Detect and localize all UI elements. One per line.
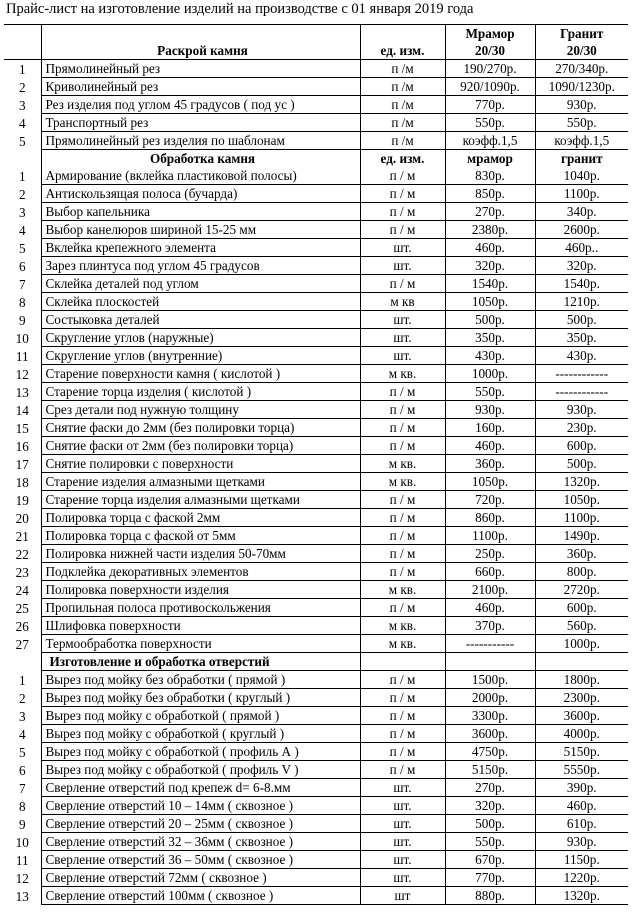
marble-price: 500р. [445, 815, 535, 833]
row-number: 24 [15, 582, 29, 598]
granite-price: 1100р. [535, 509, 628, 527]
marble-price: 350р. [445, 329, 535, 347]
row-number: 27 [15, 636, 29, 652]
unit-cell: п /м [360, 132, 445, 150]
row-number: 9 [18, 312, 26, 328]
unit-cell: шт. [360, 779, 445, 797]
marble-column-header: Мрамор 20/30 [445, 25, 535, 60]
table-row [4, 167, 628, 185]
unit-cell: п / м [360, 221, 445, 239]
table-row [4, 491, 628, 509]
table-row [4, 221, 628, 239]
item-name: Склейка плоскостей [41, 293, 360, 311]
item-name: Скругление углов (наружные) [41, 329, 360, 347]
unit-cell: шт. [360, 851, 445, 869]
unit-cell: п / м [360, 599, 445, 617]
unit-cell: п / м [360, 689, 445, 707]
item-name: Антискользящая полоса (бучарда) [41, 185, 360, 203]
table-row [4, 581, 628, 599]
granite-price: 3600р. [535, 707, 628, 725]
table-row [4, 239, 628, 257]
row-number: 3 [18, 708, 26, 724]
row-number: 8 [18, 294, 26, 310]
table-row [4, 887, 628, 905]
unit-cell: м кв. [360, 581, 445, 599]
item-name: Снятие полировки с поверхности [41, 455, 360, 473]
item-name: Выбор капельника [41, 203, 360, 221]
item-name: Состыковка деталей [41, 311, 360, 329]
unit-cell: п / м [360, 275, 445, 293]
row-number: 12 [15, 366, 29, 382]
row-number: 7 [18, 780, 26, 796]
row-number: 19 [15, 492, 29, 508]
table-row [4, 635, 628, 653]
item-name: Термообработка поверхности [41, 635, 360, 653]
unit-cell: п / м [360, 203, 445, 221]
unit-cell: шт. [360, 797, 445, 815]
unit-cell: п / м [360, 563, 445, 581]
row-number: 5 [18, 744, 26, 760]
table-row [4, 869, 628, 887]
granite-price: 1050р. [535, 491, 628, 509]
item-name: Полировка торца с фаской от 5мм [41, 527, 360, 545]
row-number: 3 [18, 204, 26, 220]
row-number: 2 [18, 79, 26, 95]
item-name: Вырез под мойку без обработки ( круглый ) [41, 689, 360, 707]
marble-price: 460р. [445, 599, 535, 617]
unit-cell: п / м [360, 743, 445, 761]
row-number: 21 [15, 528, 29, 544]
table-row [4, 833, 628, 851]
table-row [4, 527, 628, 545]
item-name: Прямолинейный рез [41, 60, 360, 78]
granite-price: 460р.. [535, 239, 628, 257]
item-name: Полировка нижней части изделия 50-70мм [41, 545, 360, 563]
row-number: 2 [18, 186, 26, 202]
granite-price: 1320р. [535, 887, 628, 905]
granite-price: 1000р. [535, 635, 628, 653]
granite-price: 800р. [535, 563, 628, 581]
marble-price: 360р. [445, 455, 535, 473]
row-number: 5 [18, 240, 26, 256]
table-row [4, 132, 628, 150]
unit-cell: п / м [360, 437, 445, 455]
row-number: 26 [15, 618, 29, 634]
granite-price: 4000р. [535, 725, 628, 743]
item-name: Срез детали под нужную толщину [41, 401, 360, 419]
unit-cell: шт. [360, 257, 445, 275]
table-row [4, 293, 628, 311]
marble-price: 460р. [445, 239, 535, 257]
unit-column-header [360, 653, 445, 671]
marble-price: 2100р. [445, 581, 535, 599]
marble-price: 270р. [445, 203, 535, 221]
item-name: Снятие фаски до 2мм (без полировки торца) [41, 419, 360, 437]
marble-price: 770р. [445, 869, 535, 887]
granite-price: 2300р. [535, 689, 628, 707]
granite-price: ------------ [535, 383, 628, 401]
unit-cell: п / м [360, 185, 445, 203]
section-header-row [4, 653, 628, 671]
table-row [4, 311, 628, 329]
unit-cell: шт. [360, 833, 445, 851]
marble-price: 250р. [445, 545, 535, 563]
unit-cell: м кв [360, 293, 445, 311]
item-name: Прямолинейный рез изделия по шаблонам [41, 132, 360, 150]
row-number: 1 [4, 60, 41, 78]
table-row [4, 797, 628, 815]
unit-cell: п / м [360, 725, 445, 743]
table-row [4, 725, 628, 743]
item-name: Сверление отверстий 36 – 50мм ( сквозное ) [41, 851, 360, 869]
table-row [4, 347, 628, 365]
row-number: 18 [15, 474, 29, 490]
table-row [4, 545, 628, 563]
row-number: 1 [18, 672, 26, 688]
row-number: 5 [18, 133, 26, 149]
unit-cell: п /м [360, 96, 445, 114]
marble-price: 930р. [445, 401, 535, 419]
marble-price: 320р. [445, 797, 535, 815]
row-number: 17 [15, 456, 29, 472]
table-row [4, 203, 628, 221]
granite-price: коэфф.1,5 [535, 132, 628, 150]
table-row [4, 707, 628, 725]
unit-cell: шт. [360, 869, 445, 887]
marble-price: ----------- [445, 635, 535, 653]
granite-price: 270/340р. [535, 60, 628, 78]
table-row [4, 275, 628, 293]
unit-cell: п / м [360, 527, 445, 545]
granite-price: 2720р. [535, 581, 628, 599]
row-number: 11 [15, 348, 29, 364]
granite-price: 930р. [535, 833, 628, 851]
marble-price: 4750р. [445, 743, 535, 761]
item-name: Полировка поверхности изделия [41, 581, 360, 599]
table-row [4, 96, 628, 114]
marble-price: 720р. [445, 491, 535, 509]
item-name: Криволинейный рез [41, 78, 360, 96]
granite-price: 390р. [535, 779, 628, 797]
row-number: 16 [15, 438, 29, 454]
unit-cell: м кв. [360, 617, 445, 635]
item-name: Старение торца изделия ( кислотой ) [41, 383, 360, 401]
table-row [4, 761, 628, 779]
item-name: Сверление отверстий 72мм ( сквозное ) [41, 869, 360, 887]
marble-price: 1000р. [445, 365, 535, 383]
marble-price: 160р. [445, 419, 535, 437]
granite-price: 1210р. [535, 293, 628, 311]
granite-price: 1150р. [535, 851, 628, 869]
table-row [4, 689, 628, 707]
granite-price: 5550р. [535, 761, 628, 779]
marble-price: 830р. [445, 167, 535, 185]
marble-price: 1050р. [445, 293, 535, 311]
unit-cell: шт. [360, 239, 445, 257]
marble-price: 660р. [445, 563, 535, 581]
marble-price: 5150р. [445, 761, 535, 779]
unit-cell: м кв. [360, 455, 445, 473]
item-name: Скругление углов (внутренние) [41, 347, 360, 365]
granite-column-header: Гранит 20/30 [535, 25, 628, 60]
row-number: 14 [15, 402, 29, 418]
table-row [4, 563, 628, 581]
marble-price: 320р. [445, 257, 535, 275]
item-name: Зарез плинтуса под углом 45 градусов [41, 257, 360, 275]
table-row [4, 671, 628, 689]
table-row [4, 455, 628, 473]
table-row [4, 78, 628, 96]
row-number: 12 [15, 870, 29, 886]
marble-column-header [445, 653, 535, 671]
section-title: Раскрой камня [41, 25, 360, 60]
granite-price: 460р. [535, 797, 628, 815]
granite-price: 560р. [535, 617, 628, 635]
granite-price: 1540р. [535, 275, 628, 293]
row-number: 22 [15, 546, 29, 562]
granite-price: 360р. [535, 545, 628, 563]
granite-price: 610р. [535, 815, 628, 833]
table-row [4, 383, 628, 401]
marble-price: 1540р. [445, 275, 535, 293]
table-row [4, 743, 628, 761]
marble-price: 190/270р. [445, 60, 535, 78]
row-number: 25 [15, 600, 29, 616]
granite-price: 1100р. [535, 185, 628, 203]
table-row [4, 419, 628, 437]
unit-cell: м кв. [360, 473, 445, 491]
granite-price: 600р. [535, 437, 628, 455]
unit-cell: шт. [360, 329, 445, 347]
marble-price: 920/1090р. [445, 78, 535, 96]
item-name: Сверление отверстий 100мм ( сквозное ) [41, 887, 360, 905]
marble-price: 1500р. [445, 671, 535, 689]
unit-cell: п /м [360, 60, 445, 78]
row-number: 4 [18, 726, 26, 742]
unit-cell: п / м [360, 419, 445, 437]
unit-cell: п / м [360, 167, 445, 185]
marble-price: 370р. [445, 617, 535, 635]
granite-price: 1320р. [535, 473, 628, 491]
marble-price: 430р. [445, 347, 535, 365]
table-header-row [4, 25, 628, 60]
table-row [4, 401, 628, 419]
item-name: Склейка деталей под углом [41, 275, 360, 293]
table-row [4, 779, 628, 797]
unit-column-header: ед. изм. [360, 150, 445, 168]
marble-price: 770р. [445, 96, 535, 114]
granite-price: 1490р. [535, 527, 628, 545]
unit-cell: п / м [360, 761, 445, 779]
granite-price: 320р. [535, 257, 628, 275]
row-number: 10 [15, 330, 29, 346]
item-name: Сверление отверстий 32 – 36мм ( сквозное ) [41, 833, 360, 851]
item-name: Вырез под мойку с обработкой ( круглый ) [41, 725, 360, 743]
unit-cell: м кв. [360, 365, 445, 383]
unit-cell: п /м [360, 78, 445, 96]
marble-price: 670р. [445, 851, 535, 869]
granite-price: 230р. [535, 419, 628, 437]
table-row [4, 60, 628, 78]
item-name: Вырез под мойку с обработкой ( прямой ) [41, 707, 360, 725]
unit-cell: п /м [360, 114, 445, 132]
table-row [4, 617, 628, 635]
page-title: Прайс-лист на изготовление изделий на производстве с 01 января 2019 года [6, 1, 474, 17]
row-number: 4 [18, 222, 26, 238]
row-number: 1 [18, 168, 26, 184]
granite-column-header: гранит [560, 151, 603, 166]
item-name: Сверление отверстий 10 – 14мм ( сквозное ) [41, 797, 360, 815]
item-name: Выбор канелюров шириной 15-25 мм [41, 221, 360, 239]
row-number: 6 [18, 258, 26, 274]
marble-price: 850р. [445, 185, 535, 203]
marble-price: 270р. [445, 779, 535, 797]
row-number: 15 [15, 420, 29, 436]
section-title: Изготовление и обработка отверстий [41, 653, 360, 671]
item-name: Пропильная полоса противоскольжения [41, 599, 360, 617]
unit-cell: п / м [360, 707, 445, 725]
table-row [4, 437, 628, 455]
item-name: Сверление отверстий 20 – 25мм ( сквозное ) [41, 815, 360, 833]
granite-price: 1220р. [535, 869, 628, 887]
marble-price: 3300р. [445, 707, 535, 725]
row-number: 13 [15, 888, 29, 904]
marble-price: 3600р. [445, 725, 535, 743]
marble-price: 1050р. [445, 473, 535, 491]
item-name: Старение изделия алмазными щетками [41, 473, 360, 491]
table-row [4, 365, 628, 383]
marble-price: 550р. [445, 114, 535, 132]
granite-price: 1090/1230р. [535, 78, 628, 96]
row-number: 2 [18, 690, 26, 706]
marble-price: 2380р. [445, 221, 535, 239]
unit-cell: шт. [360, 347, 445, 365]
item-name: Шлифовка поверхности [41, 617, 360, 635]
marble-column-header: мрамор [445, 150, 535, 168]
row-number: 9 [18, 816, 26, 832]
item-name: Старение поверхности камня ( кислотой ) [41, 365, 360, 383]
granite-price: 430р. [535, 347, 628, 365]
granite-price: ------------ [535, 365, 628, 383]
marble-price: 460р. [445, 437, 535, 455]
granite-price: 930р. [535, 96, 628, 114]
table-row [4, 185, 628, 203]
granite-price: 550р. [535, 114, 628, 132]
item-name: Вырез под мойку без обработки ( прямой ) [41, 671, 360, 689]
row-number: 8 [18, 798, 26, 814]
row-number: 3 [18, 97, 26, 113]
granite-price: 600р. [535, 599, 628, 617]
marble-price: коэфф.1,5 [445, 132, 535, 150]
granite-price: 2600р. [535, 221, 628, 239]
row-number: 13 [15, 384, 29, 400]
table-row [4, 114, 628, 132]
price-table [4, 24, 628, 905]
item-name: Сверление отверстий под крепеж d= 6-8.мм [41, 779, 360, 797]
section-header-row [4, 150, 628, 168]
item-name: Снятие фаски от 2мм (без полировки торца) [41, 437, 360, 455]
row-number: 20 [15, 510, 29, 526]
marble-price: 550р. [445, 833, 535, 851]
unit-cell: п / м [360, 509, 445, 527]
row-number: 6 [18, 762, 26, 778]
item-name: Рез изделия под углом 45 градусов ( под ус ) [41, 96, 360, 114]
row-number: 10 [15, 834, 29, 850]
table-row [4, 509, 628, 527]
unit-cell: м кв. [360, 635, 445, 653]
item-name: Вырез под мойку с обработкой ( профиль V ) [41, 761, 360, 779]
granite-price: 5150р. [535, 743, 628, 761]
unit-cell: шт. [360, 311, 445, 329]
marble-price: 2000р. [445, 689, 535, 707]
unit-cell: шт [360, 887, 445, 905]
marble-price: 880р. [445, 887, 535, 905]
table-row [4, 257, 628, 275]
marble-price: 1100р. [445, 527, 535, 545]
item-name: Старение торца изделия алмазными щетками [41, 491, 360, 509]
marble-price: 860р. [445, 509, 535, 527]
item-name: Транспортный рез [41, 114, 360, 132]
item-name: Вырез под мойку с обработкой ( профиль А ) [41, 743, 360, 761]
granite-price: 340р. [535, 203, 628, 221]
row-number: 7 [18, 276, 26, 292]
section-title: Обработка камня [41, 150, 360, 168]
granite-price: 500р. [535, 455, 628, 473]
granite-price: 500р. [535, 311, 628, 329]
marble-price: 500р. [445, 311, 535, 329]
row-number: 4 [18, 115, 26, 131]
table-row [4, 851, 628, 869]
granite-price: 350р. [535, 329, 628, 347]
granite-price: 1800р. [535, 671, 628, 689]
table-row [4, 599, 628, 617]
unit-column-header: ед. изм. [360, 25, 445, 60]
item-name: Вклейка крепежного элемента [41, 239, 360, 257]
table-row [4, 815, 628, 833]
table-row [4, 473, 628, 491]
granite-price: 930р. [535, 401, 628, 419]
unit-cell: п / м [360, 671, 445, 689]
granite-price: 1040р. [535, 167, 628, 185]
unit-cell: п / м [360, 545, 445, 563]
row-number: 11 [15, 852, 29, 868]
unit-cell: п / м [360, 383, 445, 401]
unit-cell: п / м [360, 401, 445, 419]
marble-price: 550р. [445, 383, 535, 401]
unit-cell: п / м [360, 491, 445, 509]
item-name: Полировка торца с фаской 2мм [41, 509, 360, 527]
granite-column-header [535, 653, 628, 671]
row-number: 23 [15, 564, 29, 580]
item-name: Подклейка декоративных элементов [41, 563, 360, 581]
unit-cell: шт. [360, 815, 445, 833]
table-row [4, 329, 628, 347]
item-name: Армирование (вклейка пластиковой полосы) [41, 167, 360, 185]
